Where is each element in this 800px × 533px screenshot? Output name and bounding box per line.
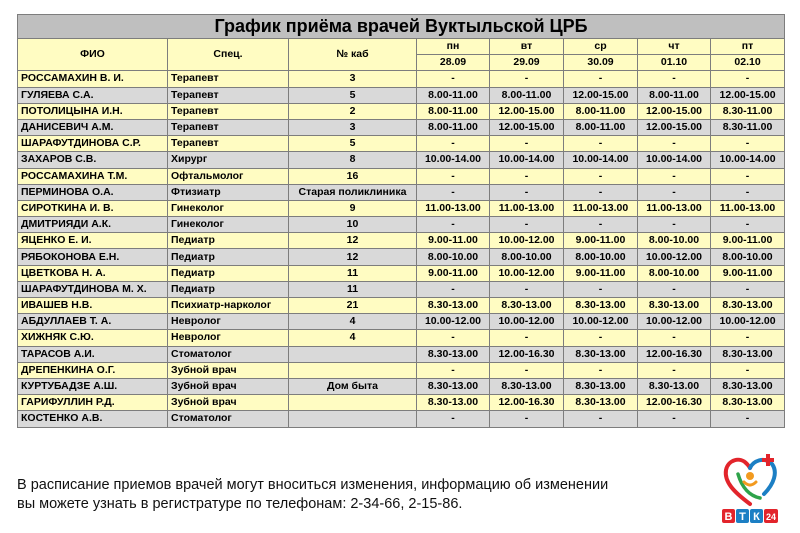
doctor-name-cell: СИРОТКИНА И. В. [18, 200, 168, 216]
doctor-name-cell: ШАРАФУТДИНОВА С.Р. [18, 136, 168, 152]
time-cell: 12.00-15.00 [638, 119, 711, 135]
time-cell: 9.00-11.00 [711, 265, 785, 281]
table-row [18, 411, 785, 427]
time-cell: - [711, 362, 785, 378]
header-date: 01.10 [638, 55, 711, 71]
specialty-cell: Терапевт [168, 119, 289, 135]
time-cell: 8.00-10.00 [638, 233, 711, 249]
time-cell: - [564, 330, 638, 346]
time-cell: 8.00-10.00 [417, 249, 490, 265]
doctor-name-cell: ШАРАФУТДИНОВА М. Х. [18, 281, 168, 297]
time-cell: 11.00-13.00 [490, 200, 564, 216]
time-cell: - [417, 281, 490, 297]
table-row [18, 136, 785, 152]
time-cell: - [711, 281, 785, 297]
doctor-name-cell: ДАНИСЕВИЧ А.М. [18, 119, 168, 135]
time-cell: 10.00-14.00 [711, 152, 785, 168]
room-cell [289, 346, 417, 362]
schedule-table [17, 14, 785, 428]
time-cell: 8.30-13.00 [638, 378, 711, 394]
time-cell: 8.30-13.00 [564, 298, 638, 314]
room-cell: 11 [289, 265, 417, 281]
doctor-name-cell: ДРЕПЕНКИНА О.Г. [18, 362, 168, 378]
time-cell: 10.00-12.00 [490, 265, 564, 281]
time-cell: - [711, 330, 785, 346]
table-row [18, 346, 785, 362]
time-cell: - [638, 330, 711, 346]
time-cell: - [638, 281, 711, 297]
time-cell: - [490, 362, 564, 378]
time-cell: - [490, 184, 564, 200]
time-cell: 8.30-13.00 [417, 395, 490, 411]
time-cell: 9.00-11.00 [711, 233, 785, 249]
footer-note [17, 476, 608, 514]
room-cell: 11 [289, 281, 417, 297]
time-cell: - [490, 71, 564, 87]
table-row [18, 298, 785, 314]
time-cell: 8.00-10.00 [490, 249, 564, 265]
time-cell: - [564, 168, 638, 184]
specialty-cell: Терапевт [168, 103, 289, 119]
room-cell: 10 [289, 217, 417, 233]
room-cell: 3 [289, 119, 417, 135]
specialty-cell: Терапевт [168, 136, 289, 152]
table-row [18, 103, 785, 119]
doctor-name-cell: ТАРАСОВ А.И. [18, 346, 168, 362]
time-cell: 8.30-11.00 [711, 103, 785, 119]
table-row [18, 265, 785, 281]
specialty-cell: Психиатр-нарколог [168, 298, 289, 314]
logo-number: 24 [765, 512, 777, 522]
doctor-name-cell: ЯЦЕНКО Е. И. [18, 233, 168, 249]
time-cell: 12.00-15.00 [711, 87, 785, 103]
time-cell: - [417, 168, 490, 184]
specialty-cell: Педиатр [168, 265, 289, 281]
time-cell: 9.00-11.00 [417, 265, 490, 281]
time-cell: - [490, 168, 564, 184]
time-cell: 10.00-12.00 [638, 249, 711, 265]
time-cell: 9.00-11.00 [564, 233, 638, 249]
room-cell [289, 395, 417, 411]
time-cell: 10.00-14.00 [638, 152, 711, 168]
logo-wordmark [722, 509, 778, 523]
time-cell: 8.30-13.00 [711, 346, 785, 362]
doctor-name-cell: ЦВЕТКОВА Н. А. [18, 265, 168, 281]
time-cell: 8.30-13.00 [564, 395, 638, 411]
vtk24-logo [720, 452, 780, 526]
room-cell: 21 [289, 298, 417, 314]
specialty-cell: Хирург [168, 152, 289, 168]
table-row [18, 168, 785, 184]
room-cell: 5 [289, 87, 417, 103]
doctor-name-cell: РЯБОКОНОВА Е.Н. [18, 249, 168, 265]
time-cell: 10.00-14.00 [490, 152, 564, 168]
specialty-cell: Стоматолог [168, 411, 289, 427]
logo-letter: В [724, 511, 733, 523]
table-row [18, 184, 785, 200]
specialty-cell: Гинеколог [168, 217, 289, 233]
header-date: 02.10 [711, 55, 785, 71]
table-row [18, 87, 785, 103]
time-cell: - [417, 411, 490, 427]
time-cell: 8.30-11.00 [711, 119, 785, 135]
time-cell: - [417, 330, 490, 346]
time-cell: 10.00-12.00 [417, 314, 490, 330]
time-cell: 8.30-13.00 [417, 346, 490, 362]
time-cell: - [638, 217, 711, 233]
time-cell: - [638, 168, 711, 184]
time-cell: 8.30-13.00 [711, 378, 785, 394]
page-title: График приёма врачей Вуктыльской ЦРБ [18, 15, 785, 39]
time-cell: - [417, 136, 490, 152]
time-cell: - [711, 217, 785, 233]
doctor-name-cell: КОСТЕНКО А.В. [18, 411, 168, 427]
time-cell: - [711, 184, 785, 200]
doctor-name-cell: РОССАМАХИНА Т.М. [18, 168, 168, 184]
time-cell: - [564, 184, 638, 200]
time-cell: 10.00-14.00 [417, 152, 490, 168]
specialty-cell: Педиатр [168, 281, 289, 297]
time-cell: - [417, 217, 490, 233]
time-cell: - [638, 411, 711, 427]
time-cell: 8.30-13.00 [711, 395, 785, 411]
footer-line-1: В расписание приемов врачей могут вноситься изменения, информацию об изменении [17, 477, 609, 493]
time-cell: - [638, 136, 711, 152]
time-cell: - [490, 136, 564, 152]
header-day: ср [564, 39, 638, 55]
time-cell: - [638, 184, 711, 200]
table-row [18, 330, 785, 346]
table-row [18, 200, 785, 216]
time-cell: 8.30-13.00 [417, 378, 490, 394]
time-cell: 10.00-12.00 [490, 314, 564, 330]
time-cell: 8.00-11.00 [417, 119, 490, 135]
time-cell: 8.30-13.00 [564, 346, 638, 362]
header-day: пт [711, 39, 785, 55]
header-room: № каб [289, 39, 417, 71]
room-cell: 12 [289, 249, 417, 265]
header-date: 29.09 [490, 55, 564, 71]
doctor-name-cell: КУРТУБАДЗЕ А.Ш. [18, 378, 168, 394]
doctor-name-cell: ДМИТРИЯДИ А.К. [18, 217, 168, 233]
table-row [18, 378, 785, 394]
time-cell: - [564, 411, 638, 427]
schedule-body [18, 71, 785, 427]
room-cell [289, 411, 417, 427]
table-row [18, 71, 785, 87]
specialty-cell: Зубной врач [168, 362, 289, 378]
doctor-name-cell: ПЕРМИНОВА О.А. [18, 184, 168, 200]
specialty-cell: Гинеколог [168, 200, 289, 216]
specialty-cell: Невролог [168, 330, 289, 346]
time-cell: 11.00-13.00 [638, 200, 711, 216]
schedule-container [17, 14, 784, 428]
time-cell: 9.00-11.00 [417, 233, 490, 249]
heart-icon [726, 454, 775, 504]
doctor-name-cell: АБДУЛЛАЕВ Т. А. [18, 314, 168, 330]
header-day: вт [490, 39, 564, 55]
time-cell: 8.30-13.00 [417, 298, 490, 314]
specialty-cell: Терапевт [168, 71, 289, 87]
specialty-cell: Педиатр [168, 249, 289, 265]
time-cell: 8.00-11.00 [564, 103, 638, 119]
doctor-name-cell: ИВАШЕВ Н.В. [18, 298, 168, 314]
time-cell: - [564, 71, 638, 87]
table-row [18, 217, 785, 233]
time-cell: - [564, 217, 638, 233]
time-cell: 8.00-11.00 [417, 103, 490, 119]
room-cell: 4 [289, 314, 417, 330]
time-cell: - [711, 411, 785, 427]
time-cell: - [490, 281, 564, 297]
time-cell: 8.30-13.00 [638, 298, 711, 314]
doctor-name-cell: ГАРИФУЛЛИН Р.Д. [18, 395, 168, 411]
time-cell: - [417, 362, 490, 378]
time-cell: 10.00-12.00 [564, 314, 638, 330]
specialty-cell: Офтальмолог [168, 168, 289, 184]
time-cell: 8.00-10.00 [564, 249, 638, 265]
logo-letter: Т [739, 511, 746, 523]
time-cell: - [711, 168, 785, 184]
table-row [18, 314, 785, 330]
time-cell: 11.00-13.00 [564, 200, 638, 216]
room-cell: 8 [289, 152, 417, 168]
time-cell: - [638, 71, 711, 87]
room-cell: Дом быта [289, 378, 417, 394]
room-cell: Старая поликлиника [289, 184, 417, 200]
logo-letter: К [753, 511, 760, 523]
doctor-name-cell: ХИЖНЯК С.Ю. [18, 330, 168, 346]
header-day: чт [638, 39, 711, 55]
header-date: 28.09 [417, 55, 490, 71]
time-cell: 8.00-10.00 [638, 265, 711, 281]
room-cell: 5 [289, 136, 417, 152]
table-row [18, 152, 785, 168]
table-row [18, 281, 785, 297]
time-cell: 9.00-11.00 [564, 265, 638, 281]
time-cell: 12.00-15.00 [638, 103, 711, 119]
header-day: пн [417, 39, 490, 55]
time-cell: - [417, 71, 490, 87]
time-cell: 8.00-11.00 [564, 119, 638, 135]
table-row [18, 233, 785, 249]
doctor-name-cell: РОССАМАХИН В. И. [18, 71, 168, 87]
time-cell: 8.00-11.00 [417, 87, 490, 103]
table-row [18, 362, 785, 378]
specialty-cell: Зубной врач [168, 378, 289, 394]
time-cell: - [490, 411, 564, 427]
table-row [18, 395, 785, 411]
time-cell: 10.00-12.00 [490, 233, 564, 249]
time-cell: 8.00-10.00 [711, 249, 785, 265]
time-cell: - [711, 71, 785, 87]
room-cell: 4 [289, 330, 417, 346]
time-cell: - [490, 330, 564, 346]
time-cell: 12.00-15.00 [490, 119, 564, 135]
time-cell: 11.00-13.00 [711, 200, 785, 216]
time-cell: 12.00-16.30 [490, 395, 564, 411]
time-cell: 11.00-13.00 [417, 200, 490, 216]
time-cell: 10.00-12.00 [711, 314, 785, 330]
room-cell [289, 362, 417, 378]
time-cell: 10.00-12.00 [638, 314, 711, 330]
time-cell: 8.30-13.00 [490, 378, 564, 394]
time-cell: - [564, 136, 638, 152]
time-cell: 10.00-14.00 [564, 152, 638, 168]
header-date: 30.09 [564, 55, 638, 71]
specialty-cell: Невролог [168, 314, 289, 330]
header-fio: ФИО [18, 39, 168, 71]
time-cell: - [638, 362, 711, 378]
doctor-name-cell: ГУЛЯЕВА С.А. [18, 87, 168, 103]
time-cell: 12.00-16.30 [638, 346, 711, 362]
doctor-name-cell: ПОТОЛИЦЫНА И.Н. [18, 103, 168, 119]
time-cell: 8.00-11.00 [638, 87, 711, 103]
time-cell: 12.00-15.00 [564, 87, 638, 103]
table-row [18, 249, 785, 265]
room-cell: 9 [289, 200, 417, 216]
table-row [18, 119, 785, 135]
time-cell: 8.00-11.00 [490, 87, 564, 103]
specialty-cell: Терапевт [168, 87, 289, 103]
specialty-cell: Зубной врач [168, 395, 289, 411]
specialty-cell: Педиатр [168, 233, 289, 249]
time-cell: 12.00-16.30 [638, 395, 711, 411]
doctor-name-cell: ЗАХАРОВ С.В. [18, 152, 168, 168]
room-cell: 2 [289, 103, 417, 119]
specialty-cell: Стоматолог [168, 346, 289, 362]
time-cell: - [564, 281, 638, 297]
time-cell: - [490, 217, 564, 233]
time-cell: 8.30-13.00 [490, 298, 564, 314]
time-cell: 12.00-16.30 [490, 346, 564, 362]
room-cell: 16 [289, 168, 417, 184]
time-cell: 12.00-15.00 [490, 103, 564, 119]
room-cell: 12 [289, 233, 417, 249]
time-cell: 8.30-13.00 [711, 298, 785, 314]
time-cell: 8.30-13.00 [564, 378, 638, 394]
time-cell: - [564, 362, 638, 378]
header-spec: Спец. [168, 39, 289, 71]
room-cell: 3 [289, 71, 417, 87]
time-cell: - [711, 136, 785, 152]
specialty-cell: Фтизиатр [168, 184, 289, 200]
footer-line-2: вы можете узнать в регистратуре по телефонам: 2-34-66, 2-15-86. [17, 496, 463, 512]
time-cell: - [417, 184, 490, 200]
